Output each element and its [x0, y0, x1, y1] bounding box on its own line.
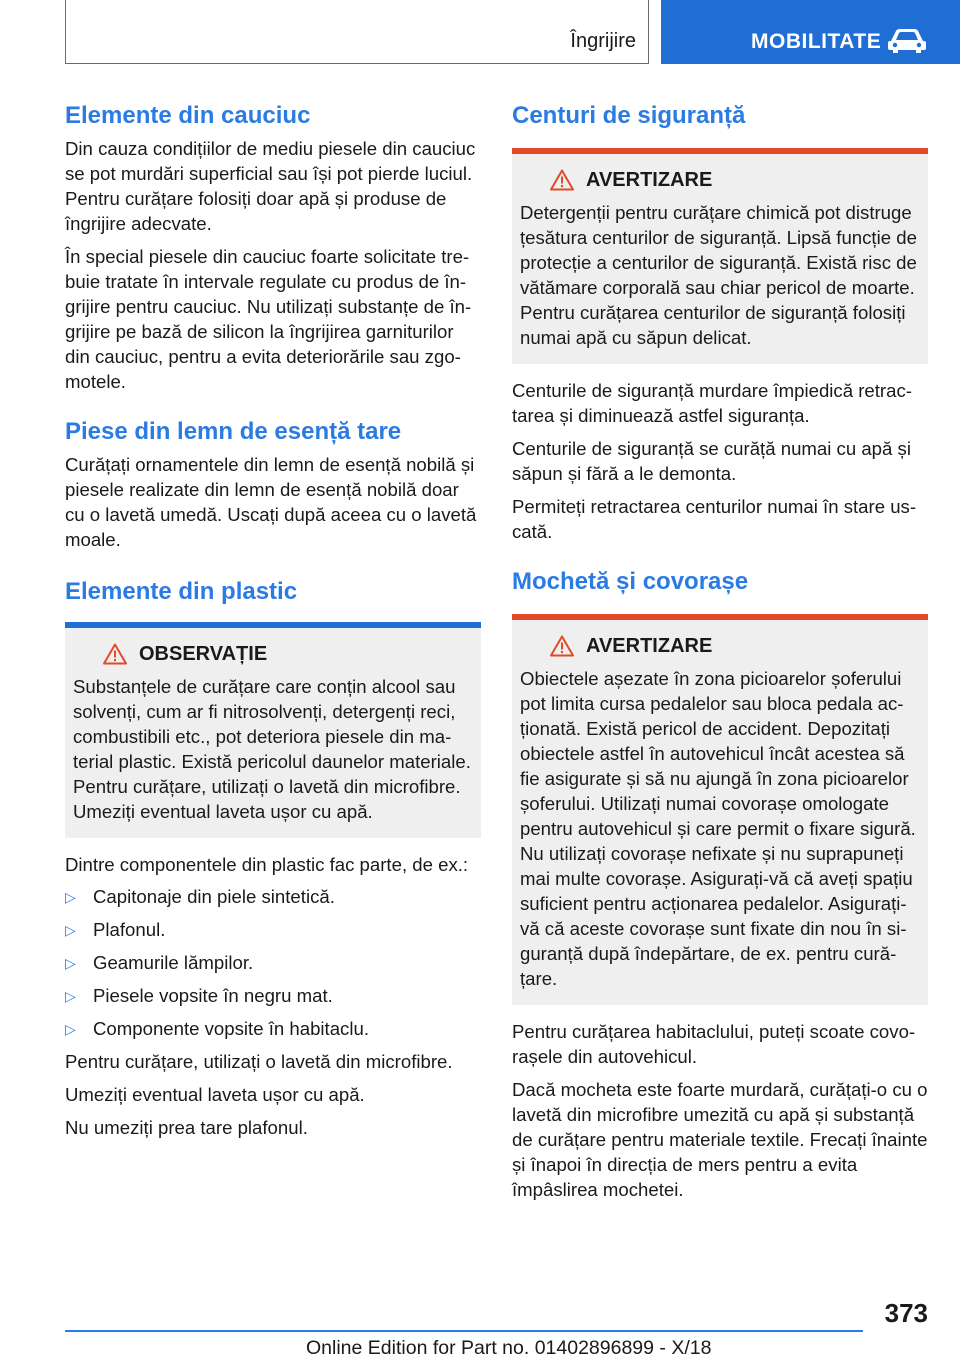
note-text: Substanțele de curățare care conțin alcool sau solvenți, cum ar fi nitrosolvenți, detergenți reci, combustibili etc., pot deteriora piesele din material plastic. Există pericolul daunelor materiale. Pentru curățare, utilizați o lavetă din microfibre. Umeziți eventual laveta ușor cu apă. — [73, 676, 471, 822]
plastic-components-list — [65, 884, 481, 1042]
carpet-paragraph-2: Dacă mocheta este foarte murdară, curățați-o cu o lavetă din microfibre umezită cu apă și substanță de curățare pentru materiale textile. Frecați înainte și înapoi în direcția de mers pentru a evita împâslirea mochetei. — [512, 1079, 928, 1200]
warning-triangle-icon — [550, 635, 574, 657]
right-column — [512, 100, 928, 1202]
warning-title-label: AVERTIZARE — [586, 634, 713, 657]
chapter-tab — [661, 0, 960, 64]
left-column — [65, 100, 481, 1140]
list-item: ▷ Piesele vopsite în negru mat. — [65, 983, 481, 1009]
wood-paragraph-1: Curățați ornamentele din lemn de esență nobilă și piesele realizate din lemn de esență nobilă doar cu o lavetă umedă. Uscați după aceea cu o lavetă moale. — [65, 454, 477, 550]
list-item: ▷ Geamurile lămpilor. — [65, 950, 481, 976]
heading-wood: Piese din lemn de esență tare — [65, 418, 402, 445]
rubber-paragraph-1: Din cauza condițiilor de mediu piesele din cauciuc se pot murdări superficial sau își pot pierde luciul. Pentru curățare folosiți doar apă și produse de îngrijire adecvate. — [65, 138, 476, 234]
warning-box-belts — [512, 148, 928, 364]
plastic-after-3: Nu umeziți prea tare plafonul. — [65, 1117, 308, 1138]
header-section-box — [65, 0, 649, 64]
page-number: 373 — [884, 1298, 928, 1328]
heading-belts: Centuri de siguranță — [512, 102, 746, 129]
car-icon — [887, 24, 927, 54]
footer-edition: Online Edition for Part no. 01402896899 - X/18 — [306, 1337, 712, 1359]
note-title — [73, 640, 473, 668]
warning-text-belts: Detergenții pentru curățare chimică pot distruge țesătura centurilor de siguranță. Lipsă funcție de protecție a centurilor de siguranță. Există risc de vătămare corporală sau chiar pericol de moarte. Pentru curățarea centurilor de siguranță folosiți numai apă cu săpun delicat. — [520, 202, 917, 348]
plastic-after-1: Pentru curățare, utilizați o lavetă din microfibre. — [65, 1051, 453, 1072]
belts-paragraph-1: Centurile de siguranță murdare împiedică retractarea și diminuează astfel siguranța. — [512, 380, 912, 426]
carpet-paragraph-1: Pentru curățarea habitaclului, puteți scoate covorașele din autovehicul. — [512, 1021, 916, 1067]
list-item: ▷ Plafonul. — [65, 917, 481, 943]
rubber-paragraph-2: În special piesele din cauciuc foarte solicitate trebuie tratate în intervale regulate cu produs de îngrijire pentru cauciuc. Nu utilizați substanțe de îngrijire pe bază de silicon la îngrijirea garniturilor din cauciuc, pentru a evita deteriorările sau zgomotele. — [65, 246, 472, 392]
warning-triangle-icon — [550, 169, 574, 191]
list-item: ▷ Componente vopsite în habitaclu. — [65, 1016, 481, 1042]
warning-text-carpet: Obiectele așezate în zona picioarelor șoferului pot limita cursa pedalelor sau bloca pedala acționată. Există pericol de accident. Depozitați obiectele astfel în autovehicul încât acestea să fie asigurate și să nu ajungă în zona picioarelor șoferului. Utilizați numai covorașe omologate pentru autovehicul și care permit o fixare sigură. Nu utilizați covorașe nefixate și nu suprapuneți mai multe covorașe. Asigurați-vă că aveți spațiu suficient pentru acționarea pedalelor. Asigurați-vă că aceste covorașe sunt fixate din nou în siguranță după îndepărtare, de ex. pentru curățare. — [520, 668, 916, 989]
belts-paragraph-2: Centurile de siguranță se curăță numai cu apă și săpun și fără a le demonta. — [512, 438, 911, 484]
heading-plastic: Elemente din plastic — [65, 578, 298, 605]
note-box-plastic — [65, 622, 481, 838]
bullet-triangle-icon: ▷ — [65, 1021, 76, 1037]
bullet-triangle-icon: ▷ — [65, 922, 76, 938]
footer-divider — [65, 1330, 863, 1332]
plastic-intro: Dintre componentele din plastic fac parte, de ex.: — [65, 854, 469, 875]
bullet-triangle-icon: ▷ — [65, 889, 76, 905]
heading-carpet: Mochetă și covorașe — [512, 568, 749, 595]
heading-rubber: Elemente din cauciuc — [65, 102, 311, 129]
warning-title — [520, 166, 920, 194]
warning-title — [520, 632, 920, 660]
note-title-label: OBSERVAȚIE — [139, 642, 268, 665]
warning-box-carpet — [512, 614, 928, 1005]
warning-triangle-icon — [103, 643, 127, 665]
warning-title-label: AVERTIZARE — [586, 168, 713, 191]
belts-paragraph-3: Permiteți retractarea centurilor numai în stare uscată. — [512, 496, 917, 542]
bullet-triangle-icon: ▷ — [65, 955, 76, 971]
list-item: ▷ Capitonaje din piele sintetică. — [65, 884, 481, 910]
bullet-triangle-icon: ▷ — [65, 988, 76, 1004]
section-title: Îngrijire — [570, 30, 636, 52]
chapter-title: MOBILITATE — [751, 30, 882, 53]
plastic-after-2: Umeziți eventual laveta ușor cu apă. — [65, 1084, 365, 1105]
